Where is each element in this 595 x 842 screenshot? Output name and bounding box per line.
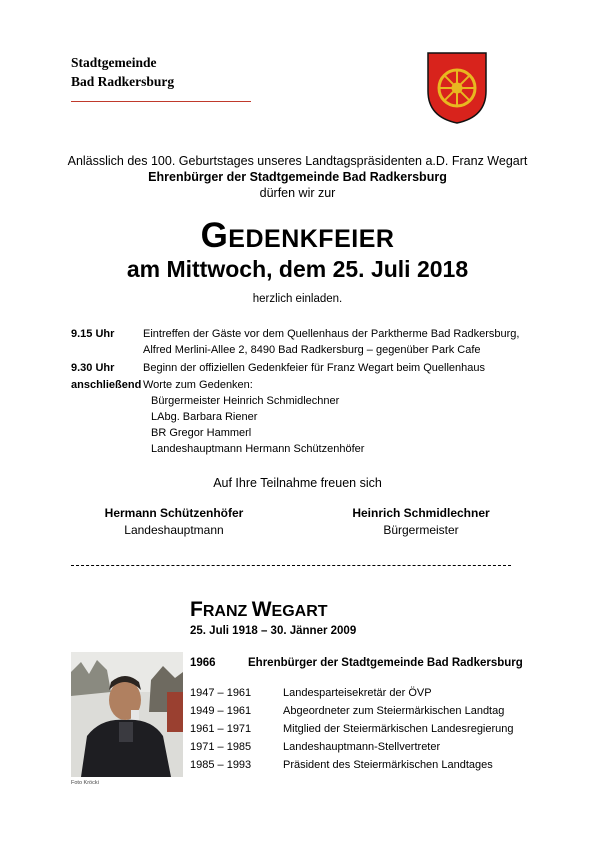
cv-text: Landesparteisekretär der ÖVP [283, 687, 432, 699]
cv-text: Landeshauptmann-Stellvertreter [283, 741, 441, 753]
program-text: Worte zum Gedenken: [143, 379, 253, 391]
signatory-name: Hermann Schützenhöfer [104, 506, 244, 520]
cv-years: 1947 – 1961 [190, 687, 252, 699]
header-rule [71, 101, 251, 102]
cv-years: 1985 – 1993 [190, 759, 252, 771]
cv-entry [190, 759, 520, 777]
speaker: BR Gregor Hammerl [151, 427, 252, 439]
speaker: Landeshauptmann Hermann Schützenhöfer [151, 443, 365, 455]
portrait-photo [71, 652, 183, 777]
event-date: am Mittwoch, dem 25. Juli 2018 [126, 256, 469, 282]
cv-text: Präsident des Steiermärkischen Landtages [283, 759, 493, 771]
signatory-right [321, 506, 521, 537]
cv-entry [190, 723, 520, 741]
program-text: Beginn der offiziellen Gedenkfeier für Franz Wegart beim Quellenhaus [143, 362, 486, 374]
bio-title-initial: F [190, 598, 203, 621]
cv-years: 1949 – 1961 [190, 705, 252, 717]
coat-of-arms-wheel-icon [426, 51, 488, 125]
program-time: 9.15 Uhr [71, 328, 115, 340]
cv-entry [190, 741, 520, 759]
signatory-role: Bürgermeister [383, 523, 459, 537]
header-line-1: Stadtgemeinde [71, 55, 157, 70]
intro-block [0, 153, 595, 201]
cv-years: 1971 – 1985 [190, 741, 252, 753]
honor-text: Ehrenbürger der Stadtgemeinde Bad Radkersburg [248, 657, 523, 669]
signatory-left [74, 506, 274, 537]
municipality-header [71, 53, 174, 91]
cv-text: Mitglied der Steiermärkischen Landesregierung [283, 723, 514, 735]
cv-text: Abgeordneter zum Steiermärkischen Landtag [283, 705, 505, 717]
bio-title-initial: W [251, 598, 272, 621]
speaker: LAbg. Barbara Riener [151, 411, 258, 423]
bio-title-part: RANZ [202, 603, 252, 620]
program-text: Eintreffen der Gäste vor dem Quellenhaus der Parktherme Bad Radkersburg, [143, 328, 520, 340]
thanks-text: Auf Ihre Teilnahme freuen sich [213, 476, 382, 490]
bio-title [190, 598, 328, 622]
speaker: Bürgermeister Heinrich Schmidlechner [151, 395, 340, 407]
signatory-name: Heinrich Schmidlechner [352, 506, 490, 520]
section-divider [71, 565, 511, 566]
speaker-list [151, 393, 511, 457]
title-rest: EDENKFEIER [228, 225, 395, 253]
program-time: anschließend [71, 379, 142, 391]
header-line-2: Bad Radkersburg [71, 74, 175, 89]
bio-dates: 25. Juli 1918 – 30. Jänner 2009 [190, 625, 357, 637]
cv-entry [190, 687, 520, 705]
title-initial: G [200, 216, 229, 255]
bio-title-part: EGART [271, 603, 328, 620]
intro-line-1: Anlässlich des 100. Geburtstages unseres Landtagspräsidenten a.D. Franz Wegart [67, 154, 528, 168]
invite-text: herzlich einladen. [252, 293, 343, 305]
photo-credit: Foto Kröcki [71, 780, 99, 786]
program-time: 9.30 Uhr [71, 362, 115, 374]
honor-year: 1966 [190, 657, 216, 669]
intro-line-3: dürfen wir zur [259, 186, 336, 200]
cv-years: 1961 – 1971 [190, 723, 252, 735]
intro-line-2: Ehrenbürger der Stadtgemeinde Bad Radkersburg [148, 170, 447, 184]
signatory-role: Landeshauptmann [124, 523, 224, 537]
program-item [71, 360, 531, 378]
cv-entry [190, 705, 520, 723]
program-text: Alfred Merlini-Allee 2, 8490 Bad Radkersburg – gegenüber Park Cafe [143, 344, 481, 356]
event-title [0, 216, 595, 256]
